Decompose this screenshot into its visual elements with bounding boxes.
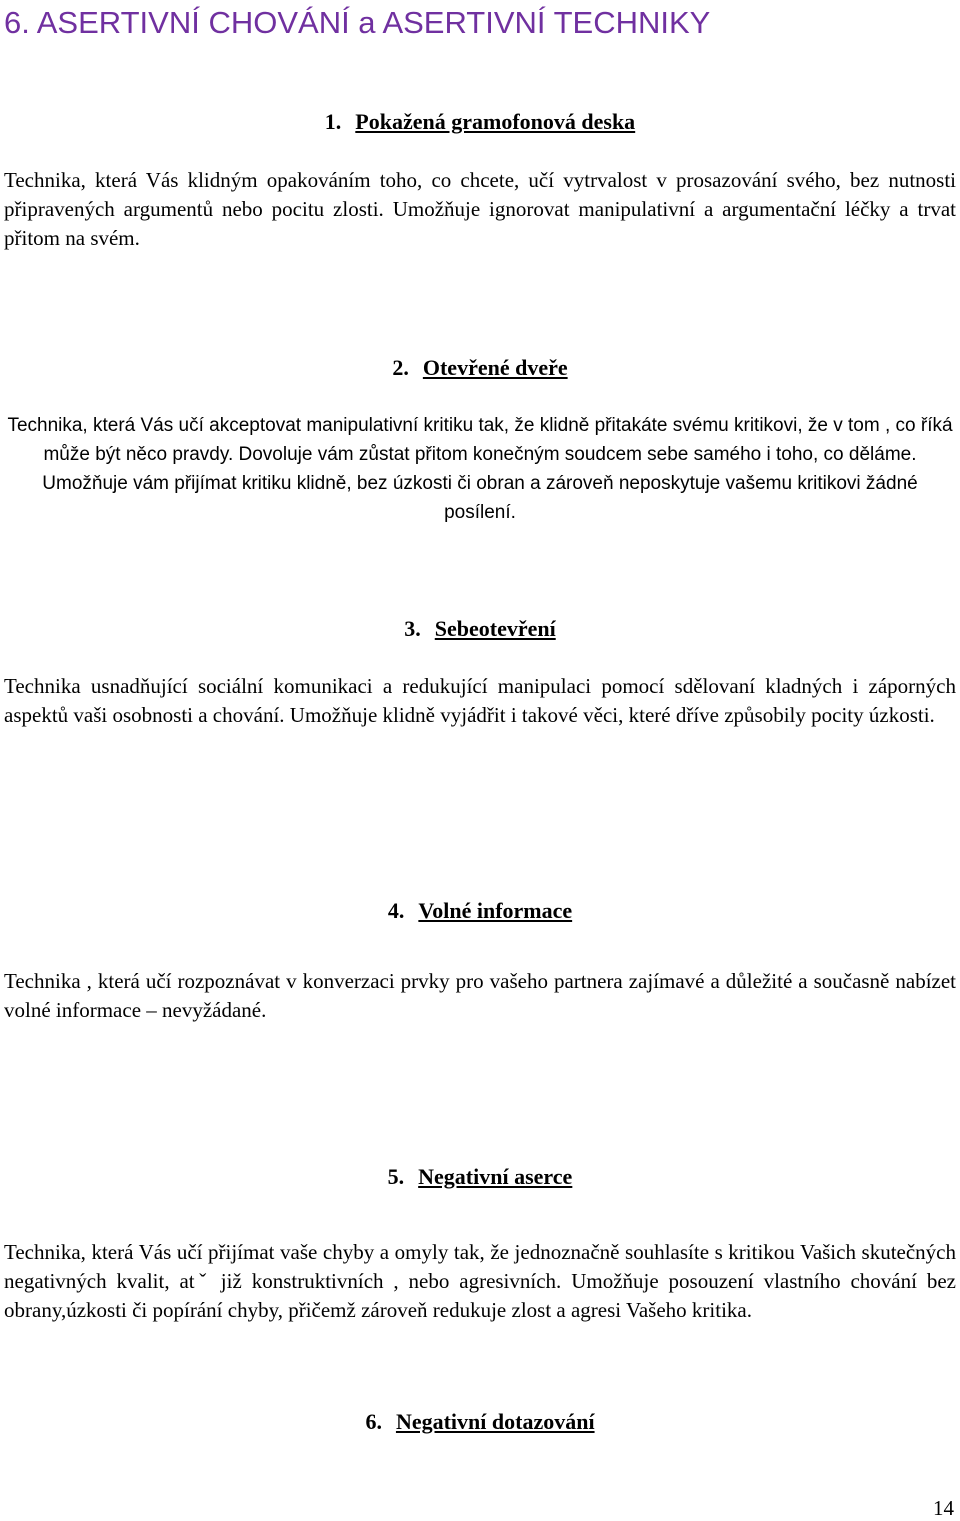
section-number: 2. <box>392 355 409 380</box>
section-number: 3. <box>404 616 421 641</box>
section-title: Otevřené dveře <box>422 355 568 380</box>
section-heading-3 <box>0 615 960 643</box>
section-heading-1 <box>0 108 960 136</box>
section-number: 6. <box>365 1409 382 1434</box>
section-number: 5. <box>387 1164 405 1189</box>
section-title: Volné informace <box>418 898 573 923</box>
section-heading-2 <box>0 354 960 382</box>
section-paragraph-5: Technika, která Vás učí přijímat vaše chyby a omyly tak, že jednoznačně souhlasíte s kritikou Vašich skutečných negativných kvalit, atˇ již konstruktivních , nebo agresivních. Umožňuje posouzení vlastního chování bez obrany,úzkosti či popírání chyby, přičemž zároveň redukuje zlost a agresi Vašeho kritika. <box>4 1240 956 1322</box>
section-paragraph-1: Technika, která Vás klidným opakováním toho, co chcete, učí vytrvalost v prosazování svého, bez nutnosti připravených argumentů nebo pocitu zlosti. Umožňuje ignorovat manipulativní a argumentační léčky a trvat přitom na svém. <box>4 168 956 250</box>
section-paragraph-3: Technika usnadňující sociální komunikaci a redukující manipulaci pomocí sdělovaní kladných i záporných aspektů vaši osobnosti a chování. Umožňuje klidně vyjádřit i takové věci, které dříve způsobily pocity úzkosti. <box>4 674 956 727</box>
section-paragraph-4: Technika , která učí rozpoznávat v konverzaci prvky pro vašeho partnera zajímavé a důležité a současně nabízet volné informace – nevyžádané. <box>4 969 956 1022</box>
section-number: 1. <box>324 109 342 134</box>
section-heading-5 <box>0 1163 960 1191</box>
section-paragraph-2: Technika, která Vás učí akceptovat manipulativní kritiku tak, že klidně přitakáte svému kritikovi, že v tom , co říká může být něco pravdy. Dovoluje vám zůstat přitom konečným soudcem sebe samého i toho, co děláme. Umožňuje vám přijímat kritiku klidně, bez úzkosti či obran a zároveň neposkytuje vašemu kritikovi žádné posílení. <box>7 415 953 523</box>
section-title: Negativní aserce <box>418 1164 573 1189</box>
section-title: Negativní dotazování <box>395 1409 595 1434</box>
page-title: 6. ASERTIVNÍ CHOVÁNÍ a ASERTIVNÍ TECHNIKY <box>4 5 711 40</box>
section-title: Pokažená gramofonová deska <box>355 109 636 134</box>
section-title: Sebeotevření <box>434 616 556 641</box>
section-heading-6 <box>0 1408 960 1436</box>
section-number: 4. <box>387 898 405 923</box>
page-number: 14 <box>933 1496 954 1520</box>
section-heading-4 <box>0 897 960 925</box>
